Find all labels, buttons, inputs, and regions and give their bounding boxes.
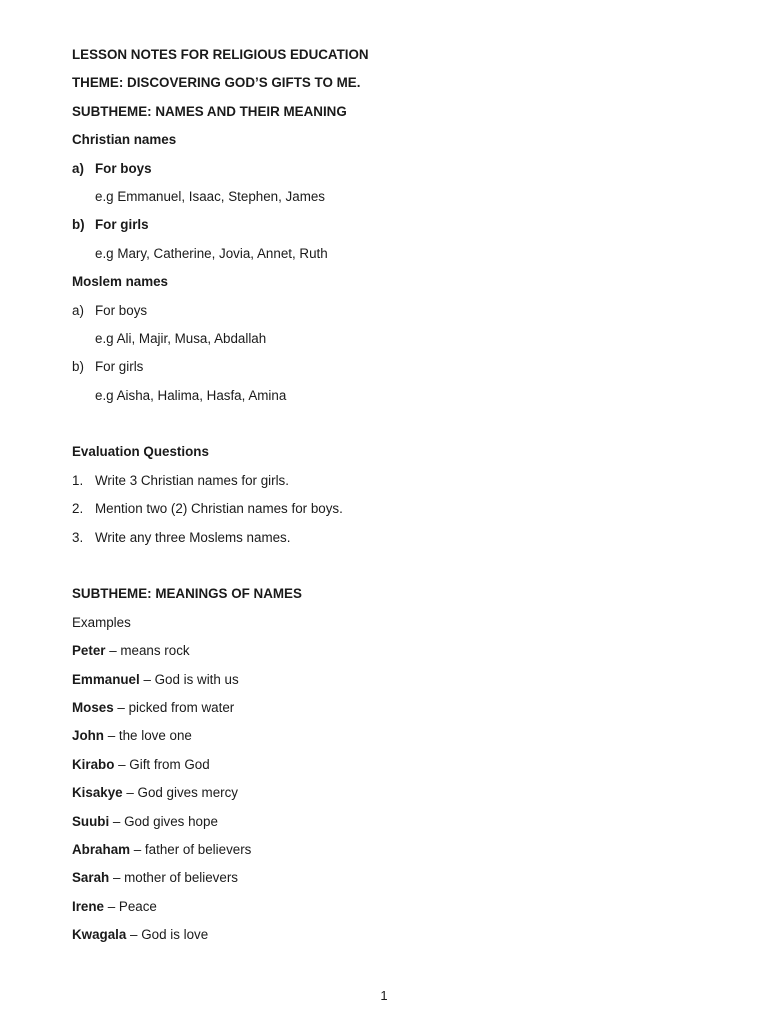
question-number: 1. xyxy=(72,472,84,488)
meaning-item xyxy=(72,642,712,670)
name-term: Moses xyxy=(72,699,114,715)
meaning-item xyxy=(72,727,712,755)
christian-girls-item xyxy=(72,216,712,244)
list-label: a) xyxy=(72,302,84,318)
list-label: b) xyxy=(72,217,85,233)
name-meaning: – means rock xyxy=(105,643,190,659)
question-item xyxy=(72,472,712,500)
document-title: LESSON NOTES FOR RELIGIOUS EDUCATION xyxy=(72,47,369,62)
list-label: b) xyxy=(72,359,84,375)
name-meaning: – God gives mercy xyxy=(122,785,238,801)
question-number: 3. xyxy=(72,529,84,545)
name-term: Kirabo xyxy=(72,756,115,772)
name-term: Emmanuel xyxy=(72,671,140,687)
name-term: Sarah xyxy=(72,870,110,886)
meaning-item xyxy=(72,926,712,954)
meaning-item xyxy=(72,756,712,784)
subtheme-names: SUBTHEME: NAMES AND THEIR MEANING xyxy=(72,103,347,119)
christian-boys-title: For boys xyxy=(95,160,152,176)
moslem-girls-examples: e.g Aisha, Halima, Hasfa, Amina xyxy=(95,387,287,403)
name-term: John xyxy=(72,728,104,744)
christian-girls-examples: e.g Mary, Catherine, Jovia, Annet, Ruth xyxy=(95,245,328,261)
spacer xyxy=(72,415,712,443)
name-meaning: – father of believers xyxy=(130,841,252,857)
evaluation-heading: Evaluation Questions xyxy=(72,444,209,460)
question-text: Mention two (2) Christian names for boys. xyxy=(95,501,343,517)
name-meaning: – mother of believers xyxy=(109,870,238,886)
question-item xyxy=(72,500,712,528)
christian-boys-examples: e.g Emmanuel, Isaac, Stephen, James xyxy=(95,188,325,204)
meaning-item xyxy=(72,841,712,869)
christian-names-heading: Christian names xyxy=(72,132,177,148)
name-term: Irene xyxy=(72,898,105,914)
name-meaning: – the love one xyxy=(104,728,192,744)
meaning-item xyxy=(72,869,712,897)
name-meaning: – God is love xyxy=(126,927,209,943)
name-term: Abraham xyxy=(72,841,131,857)
question-number: 2. xyxy=(72,501,84,517)
name-term: Suubi xyxy=(72,813,110,829)
question-text: Write any three Moslems names. xyxy=(95,529,291,545)
name-term: Peter xyxy=(72,643,106,659)
spacer xyxy=(72,557,712,585)
question-item xyxy=(72,529,712,557)
moslem-names-heading: Moslem names xyxy=(72,274,169,290)
name-meaning: – Peace xyxy=(104,898,157,914)
moslem-girls-item xyxy=(72,358,712,386)
name-meaning: – God is with us xyxy=(139,671,239,687)
moslem-girls-title: For girls xyxy=(95,359,144,375)
meaning-item xyxy=(72,784,712,812)
name-meaning: – Gift from God xyxy=(114,756,210,772)
meaning-item xyxy=(72,671,712,699)
name-meaning: – picked from water xyxy=(113,699,235,715)
document-page xyxy=(72,46,712,955)
meaning-item xyxy=(72,898,712,926)
page-number: 1 xyxy=(380,988,388,1003)
moslem-boys-title: For boys xyxy=(95,302,148,318)
question-text: Write 3 Christian names for girls. xyxy=(95,472,289,488)
name-meaning: – God gives hope xyxy=(109,813,218,829)
meaning-item xyxy=(72,699,712,727)
meaning-item xyxy=(72,813,712,841)
name-term: Kisakye xyxy=(72,785,123,801)
theme-line: THEME: DISCOVERING GOD’S GIFTS TO ME. xyxy=(72,75,361,91)
examples-label: Examples xyxy=(72,614,131,630)
subtheme-meanings: SUBTHEME: MEANINGS OF NAMES xyxy=(72,586,302,602)
moslem-boys-item xyxy=(72,302,712,330)
list-label: a) xyxy=(72,160,84,176)
name-term: Kwagala xyxy=(72,927,127,943)
christian-girls-title: For girls xyxy=(95,217,149,233)
moslem-boys-examples: e.g Ali, Majir, Musa, Abdallah xyxy=(95,330,267,346)
christian-boys-item xyxy=(72,160,712,188)
